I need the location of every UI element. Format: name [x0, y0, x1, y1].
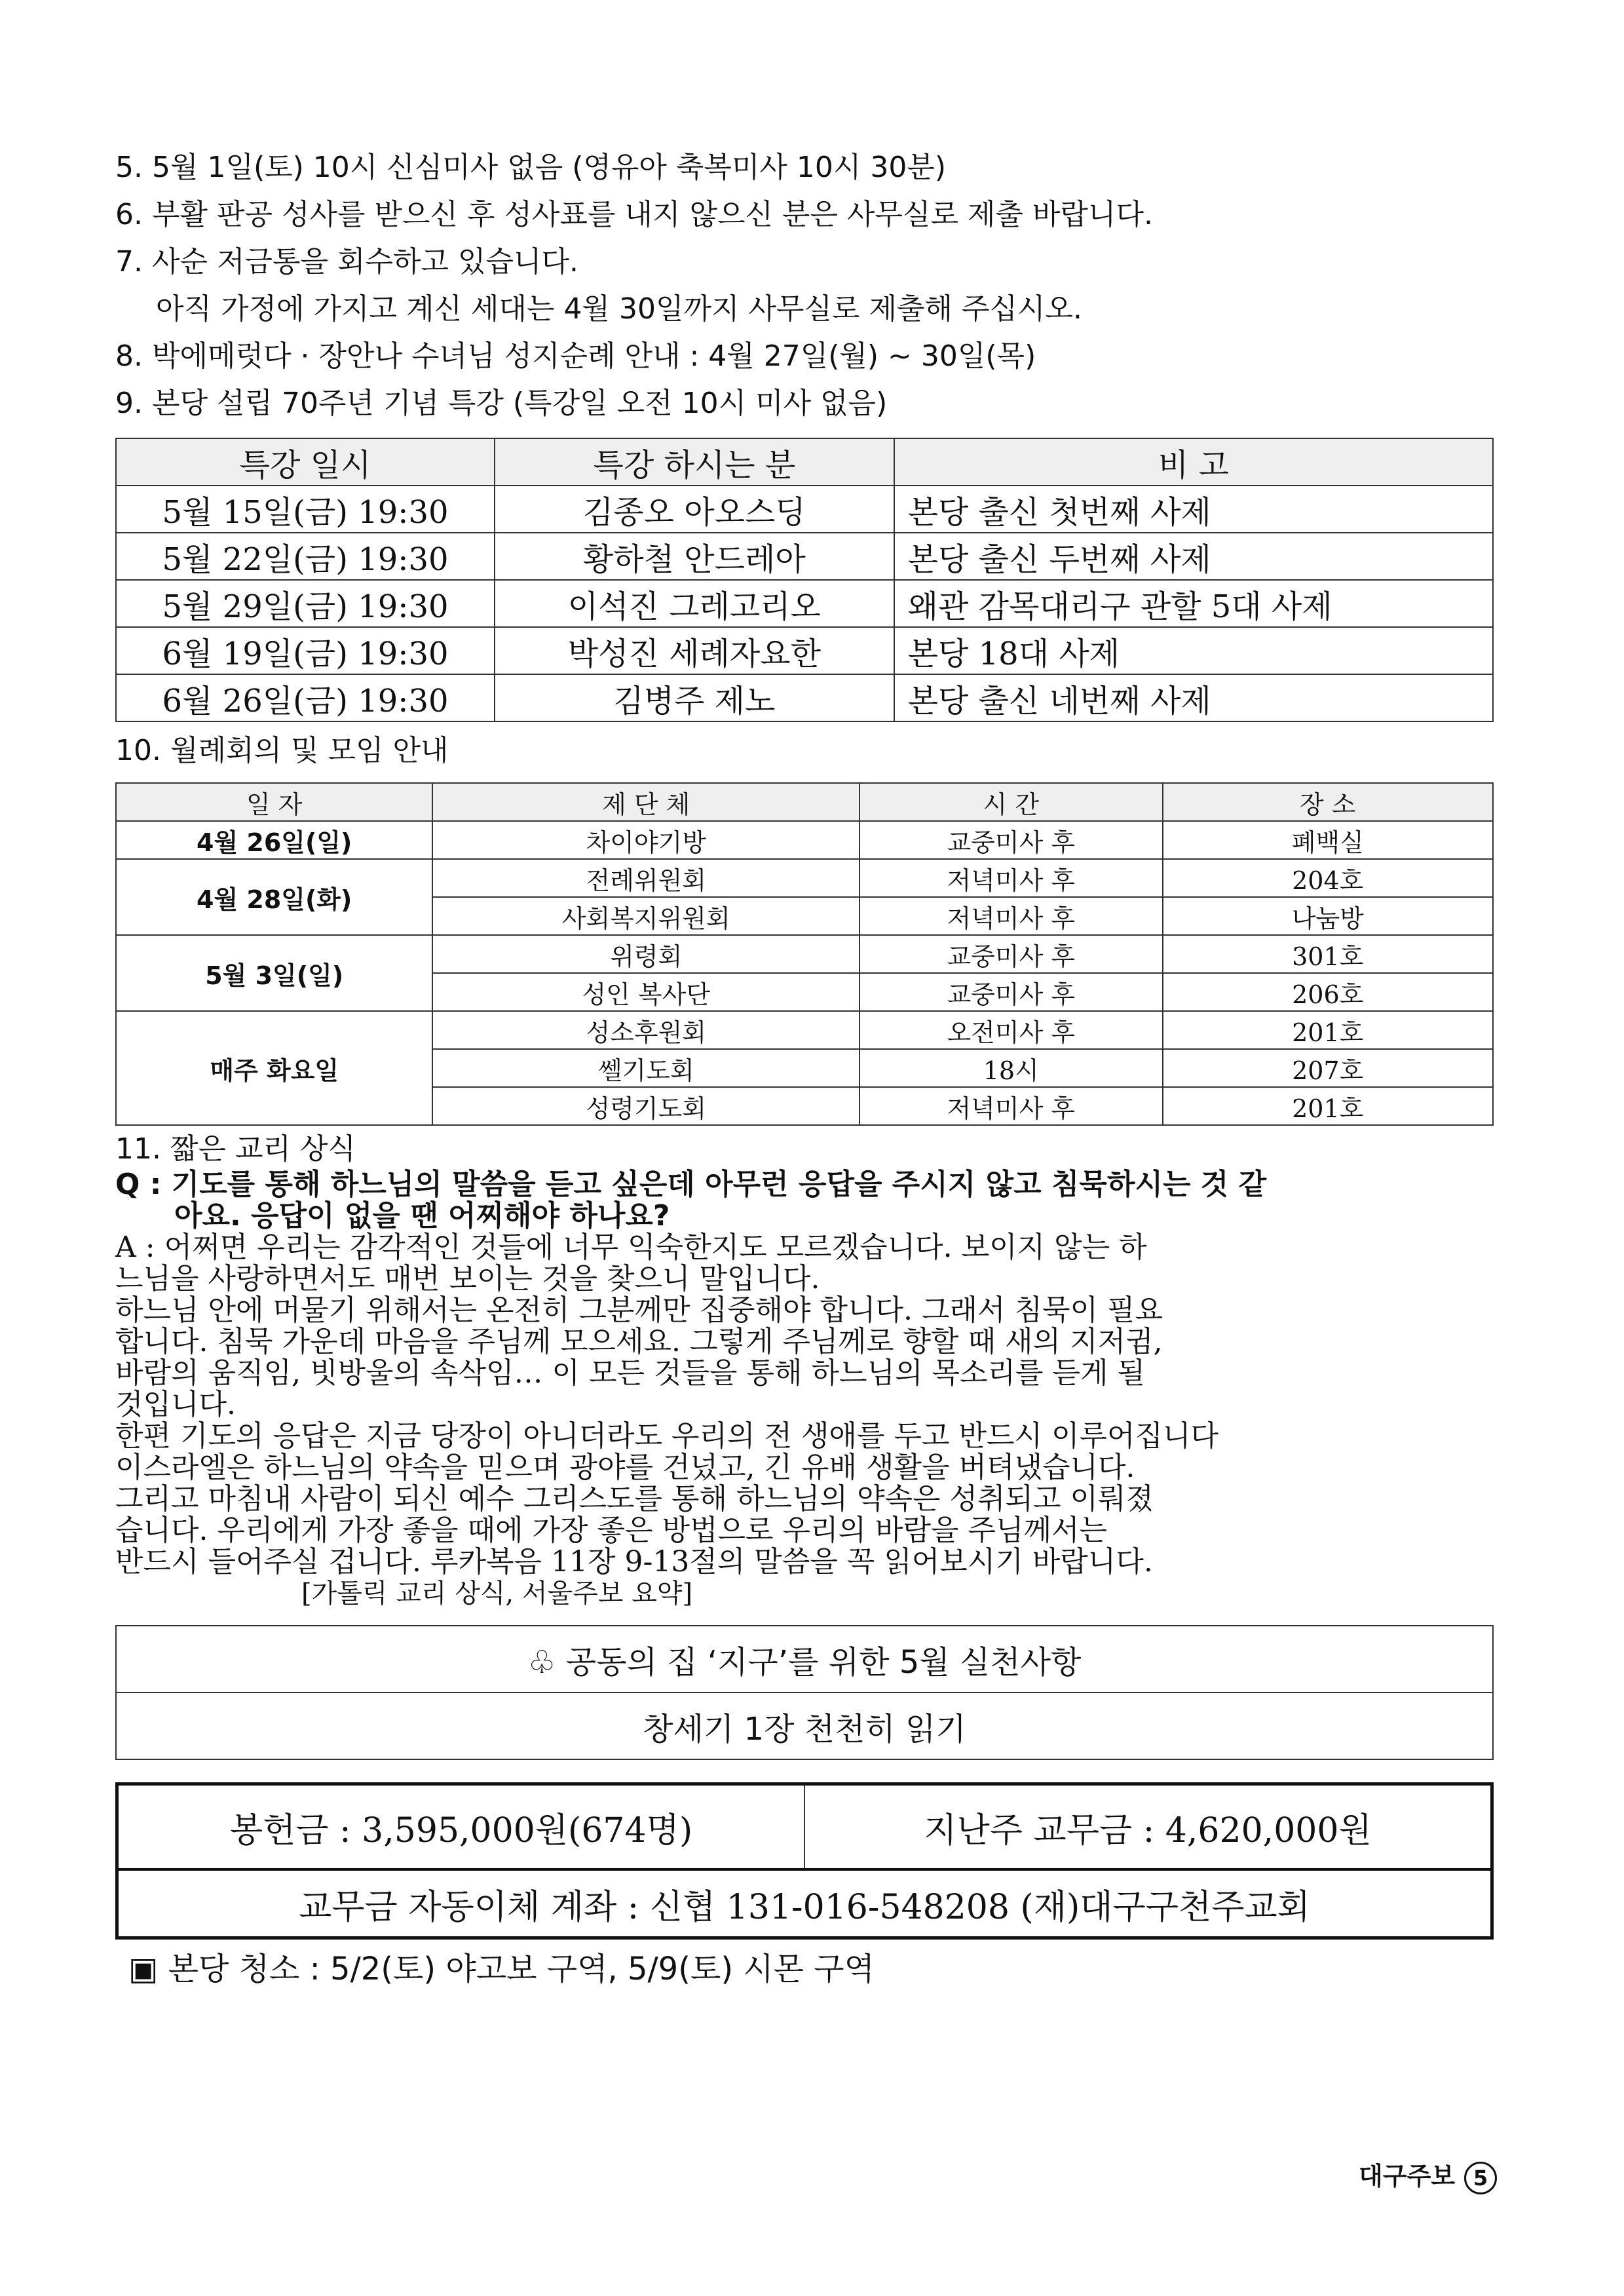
lecture-row — [116, 486, 1493, 533]
lecture-speaker: 박성진 세례자요한 — [495, 627, 894, 674]
meeting-title: 10. 월례회의 및 모임 안내 — [115, 734, 449, 767]
meeting-time: 저녁미사 후 — [859, 1087, 1162, 1125]
question-line: Q : 기도를 통해 하느님의 말씀을 듣고 싶은데 아무런 응답을 주시지 않고 침묵하시는 것 같 — [115, 1168, 1267, 1201]
meeting-place: 207호 — [1163, 1049, 1494, 1087]
lecture-note: 본당 출신 두번째 사제 — [894, 533, 1493, 580]
meeting-time: 오전미사 후 — [859, 1011, 1162, 1049]
lecture-date: 6월 19일(금) 19:30 — [116, 627, 495, 674]
meeting-time: 교중미사 후 — [859, 973, 1162, 1011]
answer-line: 습니다. 우리에게 가장 좋을 때에 가장 좋은 방법으로 우리의 바람을 주님께서는 — [115, 1514, 1107, 1547]
notice-7: 7. 사순 저금통을 회수하고 있습니다. — [115, 245, 578, 278]
practice-box — [115, 1625, 1494, 1760]
doctrine-title: 11. 짧은 교리 상식 — [115, 1132, 356, 1166]
meeting-header-place: 장 소 — [1163, 783, 1494, 821]
notice-6: 6. 부활 판공 성사를 받으신 후 성사표를 내지 않으신 분은 사무실로 제출 바랍니다. — [115, 198, 1153, 231]
answer-line: 바람의 움직임, 빗방울의 속삭임… 이 모든 것들을 통해 하느님의 목소리를 듣게 될 — [115, 1356, 1145, 1390]
answer-line: 반드시 들어주실 겁니다. 루카복음 11장 9-13절의 말씀을 꼭 읽어보시기 바랍니다. — [115, 1545, 1153, 1578]
meeting-time: 18시 — [859, 1049, 1162, 1087]
lecture-note: 왜관 감목대리구 관할 5대 사제 — [894, 580, 1493, 627]
answer-line: 그리고 마침내 사람이 되신 예수 그리스도를 통해 하느님의 약속은 성취되고 이뤄졌 — [115, 1482, 1154, 1516]
meeting-time: 저녁미사 후 — [859, 859, 1162, 897]
meeting-row — [116, 859, 1493, 897]
notice-5: 5. 5월 1일(토) 10시 신심미사 없음 (영유아 축복미사 10시 30분) — [115, 151, 947, 184]
meeting-place: 201호 — [1163, 1087, 1494, 1125]
lecture-note: 본당 출신 첫번째 사제 — [894, 486, 1493, 533]
meeting-table — [115, 782, 1494, 1126]
lecture-row — [116, 674, 1493, 721]
meeting-row — [116, 1011, 1493, 1049]
meeting-group: 성인 복사단 — [432, 973, 859, 1011]
lecture-date: 6월 26일(금) 19:30 — [116, 674, 495, 721]
meeting-row — [116, 821, 1493, 859]
lecture-speaker: 김병주 제노 — [495, 674, 894, 721]
meeting-place: 폐백실 — [1163, 821, 1494, 859]
meeting-place: 201호 — [1163, 1011, 1494, 1049]
meeting-row — [116, 935, 1493, 973]
offering-amount: 봉헌금 : 3,595,000원(674명) — [229, 1810, 693, 1850]
meeting-time: 저녁미사 후 — [859, 897, 1162, 935]
meeting-header-time: 시 간 — [859, 783, 1162, 821]
meeting-date: 매주 화요일 — [116, 1011, 432, 1125]
meeting-group: 위령회 — [432, 935, 859, 973]
answer-line: A : 어쩌면 우리는 감각적인 것들에 너무 익숙한지도 모르겠습니다. 보이지 않는 하 — [115, 1231, 1147, 1264]
meeting-place: 206호 — [1163, 973, 1494, 1011]
meeting-date: 5월 3일(일) — [116, 935, 432, 1011]
lecture-row — [116, 580, 1493, 627]
bulletin-page — [115, 144, 1494, 1989]
notice-7-detail: 아직 가정에 가지고 계신 세대는 4월 30일까지 사무실로 제출해 주십시오. — [156, 292, 1082, 326]
meeting-group: 성소후원회 — [432, 1011, 859, 1049]
meeting-time: 교중미사 후 — [859, 821, 1162, 859]
notice-8: 8. 박에메럿다 · 장안나 수녀님 성지순례 안내 : 4월 27일(월) ~ 30일(목) — [115, 339, 1036, 373]
church-fee-amount: 지난주 교무금 : 4,620,000원 — [804, 1786, 1490, 1868]
lecture-header-row — [116, 438, 1493, 486]
lecture-note: 본당 18대 사제 — [894, 627, 1493, 674]
page-number: 5 — [1464, 2162, 1497, 2194]
lecture-date: 5월 29일(금) 19:30 — [116, 580, 495, 627]
meeting-place: 204호 — [1163, 859, 1494, 897]
lecture-header-date: 특강 일시 — [116, 438, 495, 486]
lecture-row — [116, 627, 1493, 674]
answer-line: 느님을 사랑하면서도 매번 보이는 것을 찾으니 말입니다. — [115, 1262, 820, 1295]
bulletin-name: 대구주보 — [1359, 2162, 1455, 2191]
lecture-header-speaker: 특강 하시는 분 — [495, 438, 894, 486]
lecture-date: 5월 15일(금) 19:30 — [116, 486, 495, 533]
meeting-header-group: 제 단 체 — [432, 783, 859, 821]
meeting-group: 사회복지위원회 — [432, 897, 859, 935]
meeting-date: 4월 26일(일) — [116, 821, 432, 859]
account-info: 교무금 자동이체 계좌 : 신협 131-016-548208 (재)대구구천주교회 — [299, 1887, 1310, 1927]
finance-box — [115, 1782, 1494, 1940]
meeting-place: 301호 — [1163, 935, 1494, 973]
doctrine-qa — [115, 1169, 1494, 1609]
meeting-place: 나눔방 — [1163, 897, 1494, 935]
meeting-group: 성령기도회 — [432, 1087, 859, 1125]
answer-line: 것입니다. — [115, 1388, 236, 1421]
answer-line: 합니다. 침묵 가운데 마음을 주님께 모으세요. 그렇게 주님께로 향할 때 새의 지저귐, — [115, 1325, 1163, 1358]
meeting-header-date: 일 자 — [116, 783, 432, 821]
answer-line: 이스라엘은 하느님의 약속을 믿으며 광야를 건넜고, 긴 유배 생활을 버텨냈습니다. — [115, 1451, 1135, 1484]
practice-title: ♧ 공동의 집 ‘지구’를 위한 5월 실천사항 — [527, 1643, 1082, 1681]
notice-9: 9. 본당 설립 70주년 기념 특강 (특강일 오전 10시 미사 없음) — [115, 387, 888, 420]
lecture-speaker: 황하철 안드레아 — [495, 533, 894, 580]
meeting-group: 차이야기방 — [432, 821, 859, 859]
meeting-group: 쎌기도회 — [432, 1049, 859, 1087]
meeting-time: 교중미사 후 — [859, 935, 1162, 973]
lecture-table — [115, 438, 1494, 722]
meeting-date: 4월 28일(화) — [116, 859, 432, 935]
cleaning-schedule: ▣ 본당 청소 : 5/2(토) 야고보 구역, 5/9(토) 시몬 구역 — [128, 1951, 875, 1987]
lecture-speaker: 김종오 아오스딩 — [495, 486, 894, 533]
lecture-row — [116, 533, 1493, 580]
meeting-header-row — [116, 783, 1493, 821]
answer-line: 하느님 안에 머물기 위해서는 온전히 그분께만 집중해야 합니다. 그래서 침묵이 필요 — [115, 1293, 1163, 1327]
lecture-speaker: 이석진 그레고리오 — [495, 580, 894, 627]
meeting-group: 전례위원회 — [432, 859, 859, 897]
question-line: 아요. 응답이 없을 땐 어찌해야 하나요? — [174, 1199, 670, 1233]
page-footer — [1359, 2156, 1497, 2194]
lecture-date: 5월 22일(금) 19:30 — [116, 533, 495, 580]
lecture-header-note: 비 고 — [894, 438, 1493, 486]
doctrine-source: [가톨릭 교리 상식, 서울주보 요약] — [301, 1578, 693, 1609]
practice-content: 창세기 1장 천천히 읽기 — [117, 1692, 1492, 1759]
lecture-note: 본당 출신 네번째 사제 — [894, 674, 1493, 721]
answer-line: 한편 기도의 응답은 지금 당장이 아니더라도 우리의 전 생애를 두고 반드시 이루어집니다 — [115, 1419, 1218, 1453]
